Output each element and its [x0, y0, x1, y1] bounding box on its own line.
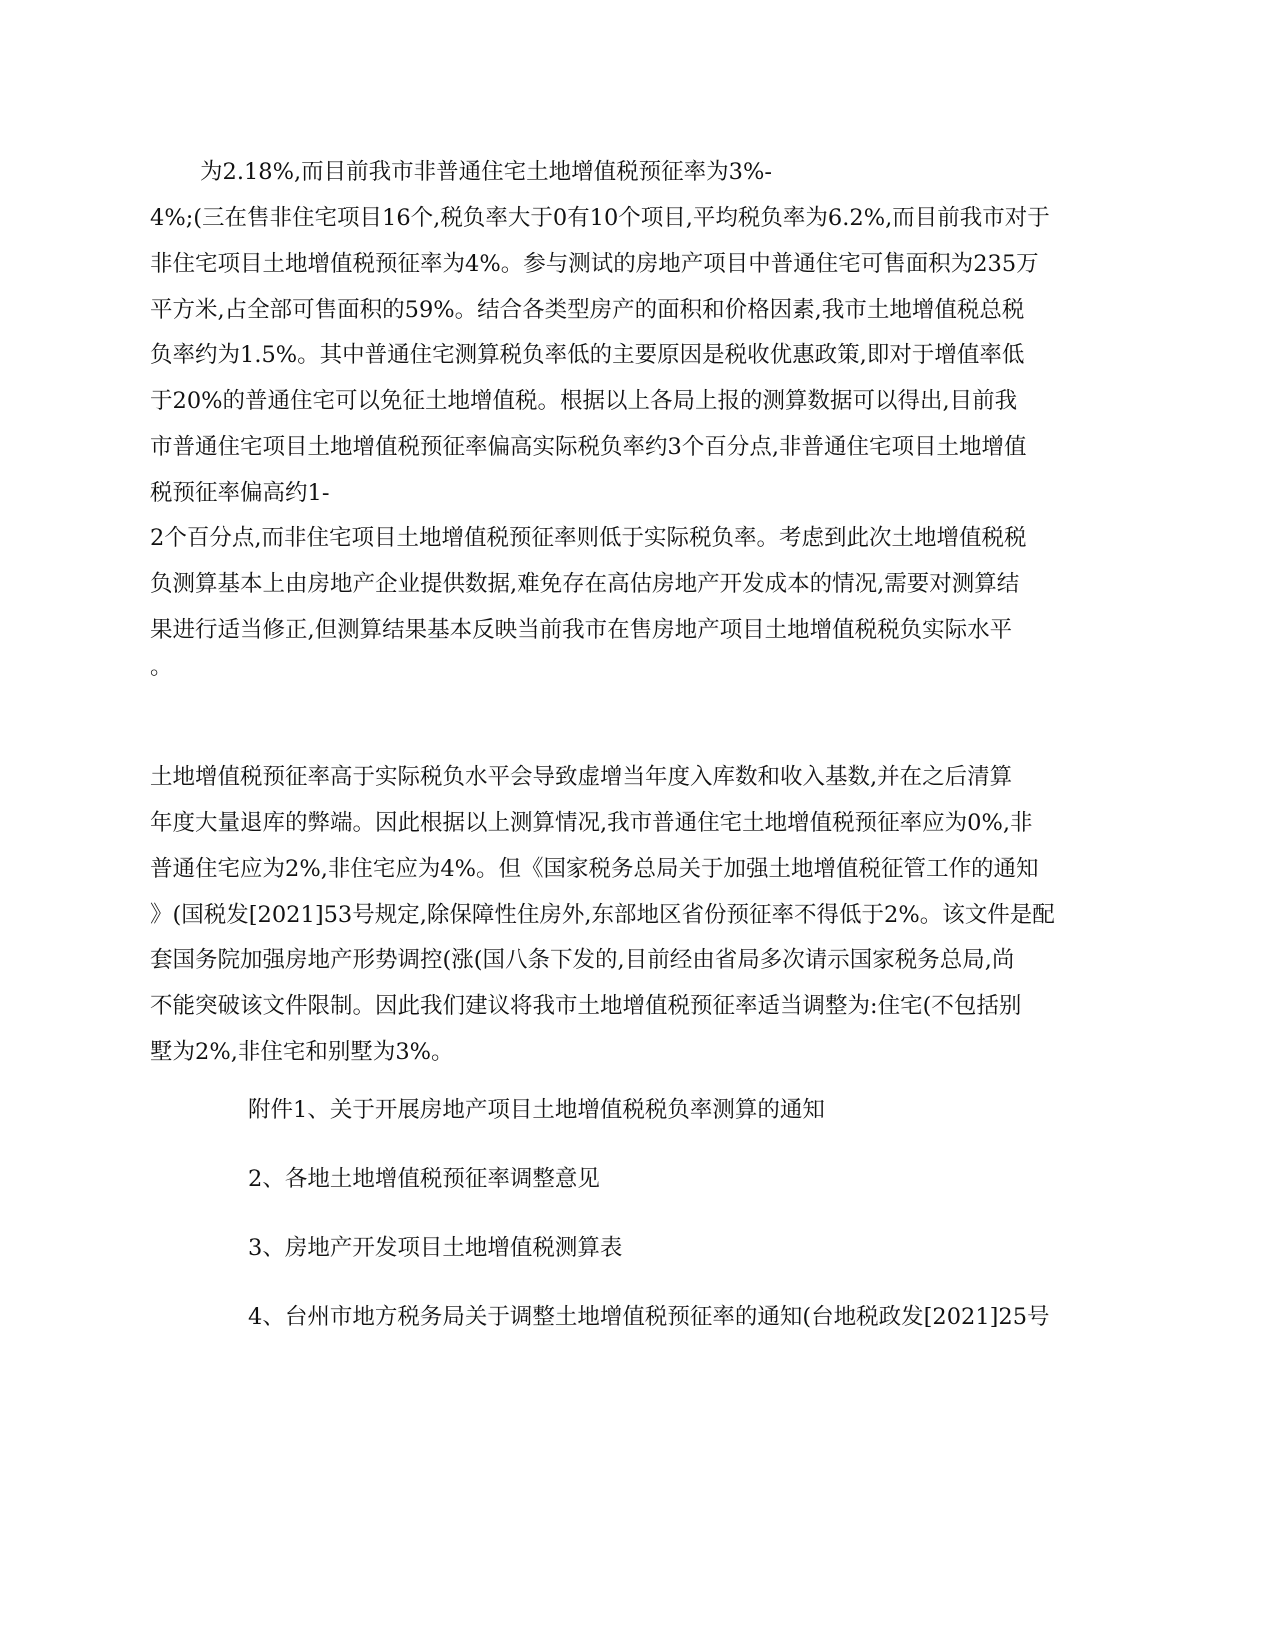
attachment-item: 4、台州市地方税务局关于调整土地增值税预征率的通知(台地税政发[2021]25号: [248, 1304, 1050, 1330]
text-line: 税预征率偏高约1-: [150, 480, 330, 506]
text-line: 》(国税发[2021]53号规定,除保障性住房外,东部地区省份预征率不得低于2%。该文件是配: [150, 902, 1055, 928]
text-line: 4%;(三在售非住宅项目16个,税负率大于0有10个项目,平均税负率为6.2%,而目前我市对于: [150, 205, 1050, 231]
text-line: 市普通住宅项目土地增值税预征率偏高实际税负率约3个百分点,非普通住宅项目土地增值: [150, 434, 1027, 460]
text-line: 于20%的普通住宅可以免征土地增值税。根据以上各局上报的测算数据可以得出,目前我: [150, 388, 1018, 414]
text-line: 不能突破该文件限制。因此我们建议将我市土地增值税预征率适当调整为:住宅(不包括别: [150, 993, 1022, 1019]
text-line: 墅为2%,非住宅和别墅为3%。: [150, 1039, 454, 1065]
text-line: 非住宅项目土地增值税预征率为4%。参与测试的房地产项目中普通住宅可售面积为235万: [150, 251, 1039, 277]
attachment-item: 3、房地产开发项目土地增值税测算表: [248, 1235, 623, 1261]
text-line: 平方米,占全部可售面积的59%。结合各类型房产的面积和价格因素,我市土地增值税总税: [150, 297, 1025, 323]
text-line: 为2.18%,而目前我市非普通住宅土地增值税预征率为3%-: [200, 159, 772, 185]
attachment-item: 附件1、关于开展房地产项目土地增值税税负率测算的通知: [248, 1097, 825, 1123]
text-line: 。: [150, 654, 173, 680]
text-line: 土地增值税预征率高于实际税负水平会导致虚增当年度入库数和收入基数,并在之后清算: [150, 764, 1013, 790]
text-line: 套国务院加强房地产形势调控(涨(国八条下发的,目前经由省局多次请示国家税务总局,尚: [150, 947, 1015, 973]
text-line: 2个百分点,而非住宅项目土地增值税预征率则低于实际税负率。考虑到此次土地增值税税: [150, 525, 1027, 551]
attachment-item: 2、各地土地增值税预征率调整意见: [248, 1166, 600, 1192]
text-line: 负测算基本上由房地产企业提供数据,难免存在高估房地产开发成本的情况,需要对测算结: [150, 571, 1020, 597]
text-line: 负率约为1.5%。其中普通住宅测算税负率低的主要原因是税收优惠政策,即对于增值率低: [150, 342, 1025, 368]
text-line: 果进行适当修正,但测算结果基本反映当前我市在售房地产项目土地增值税税负实际水平: [150, 617, 1013, 643]
text-line: 年度大量退库的弊端。因此根据以上测算情况,我市普通住宅土地增值税预征率应为0%,非: [150, 810, 1033, 836]
text-line: 普通住宅应为2%,非住宅应为4%。但《国家税务总局关于加强土地增值税征管工作的通知: [150, 856, 1039, 882]
